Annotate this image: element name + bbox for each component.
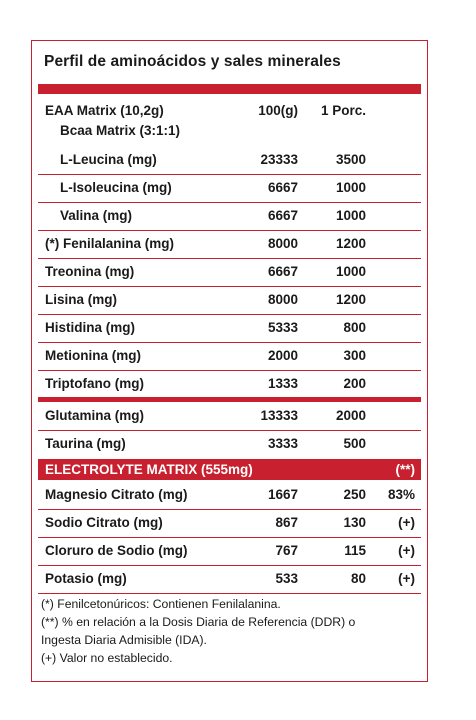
table-row	[38, 287, 421, 315]
table-row	[38, 510, 421, 538]
row-value-100g: 8000	[267, 236, 298, 251]
row-value-ddr: (+)	[398, 515, 415, 530]
footnotes	[41, 595, 355, 667]
row-value-ddr: (+)	[398, 571, 415, 586]
table-row	[38, 403, 421, 431]
row-value-portion: 80	[350, 571, 366, 586]
row-value-portion: 1000	[335, 180, 366, 195]
footnote-line: (+) Valor no establecido.	[41, 651, 173, 665]
nutrition-panel	[31, 40, 428, 682]
table-row	[38, 147, 421, 175]
row-value-portion: 1000	[335, 264, 366, 279]
row-value-portion: 1200	[335, 236, 366, 251]
row-value-100g: 767	[275, 543, 298, 558]
row-value-100g: 6667	[267, 264, 298, 279]
header-col-100g: 100(g)	[258, 103, 298, 118]
row-value-100g: 8000	[267, 292, 298, 307]
title-divider-bar	[38, 84, 421, 94]
row-name: L-Leucina (mg)	[60, 152, 157, 167]
electrolyte-matrix-mark: (**)	[395, 462, 415, 477]
row-value-100g: 6667	[267, 208, 298, 223]
table-row	[38, 175, 421, 203]
electrolyte-matrix-band	[38, 459, 421, 480]
row-value-portion: 1200	[335, 292, 366, 307]
row-value-portion: 200	[343, 376, 366, 391]
table-row	[38, 203, 421, 231]
section-divider-bar	[38, 397, 421, 402]
row-value-100g: 867	[275, 515, 298, 530]
row-value-100g: 5333	[267, 320, 298, 335]
row-name: Treonina (mg)	[45, 264, 135, 279]
row-name: Cloruro de Sodio (mg)	[45, 543, 188, 558]
row-name: (*) Fenilalanina (mg)	[45, 236, 175, 251]
row-value-portion: 1000	[335, 208, 366, 223]
table-row	[38, 231, 421, 259]
footnote-line: Ingesta Diaria Admisible (IDA).	[41, 633, 207, 647]
panel-title: Perfil de aminoácidos y sales minerales	[44, 53, 341, 70]
row-value-100g: 13333	[260, 408, 298, 423]
row-name: Potasio (mg)	[45, 571, 127, 586]
table-row	[38, 259, 421, 287]
table-row	[38, 371, 421, 398]
row-value-100g: 2000	[267, 348, 298, 363]
header-eaa-matrix: EAA Matrix (10,2g)	[45, 103, 164, 118]
row-name: L-Isoleucina (mg)	[60, 180, 172, 195]
electrolyte-matrix-label: ELECTROLYTE MATRIX (555mg)	[45, 462, 253, 477]
row-value-portion: 800	[343, 320, 366, 335]
row-value-100g: 1667	[267, 487, 298, 502]
row-name: Sodio Citrato (mg)	[45, 515, 163, 530]
row-value-portion: 2000	[335, 408, 366, 423]
table-row	[38, 431, 421, 458]
row-value-ddr: 83%	[387, 487, 415, 502]
row-value-100g: 533	[275, 571, 298, 586]
row-value-portion: 250	[343, 487, 366, 502]
table-row	[38, 538, 421, 566]
row-value-portion: 500	[343, 436, 366, 451]
footnote-line: (**) % en relación a la Dosis Diaria de Referencia (DDR) o	[41, 615, 356, 629]
row-value-100g: 3333	[267, 436, 298, 451]
row-name: Glutamina (mg)	[45, 408, 145, 423]
row-name: Metionina (mg)	[45, 348, 141, 363]
table-row	[38, 343, 421, 371]
row-name: Magnesio Citrato (mg)	[45, 487, 188, 502]
table-row	[38, 482, 421, 510]
footnote-line: (*) Fenilcetonúricos: Contienen Fenilalanina.	[41, 597, 281, 611]
table-row	[38, 566, 421, 594]
row-value-portion: 115	[344, 543, 366, 558]
header-col-portion: 1 Porc.	[320, 103, 366, 118]
row-value-portion: 3500	[335, 152, 366, 167]
row-value-portion: 130	[343, 515, 366, 530]
row-name: Taurina (mg)	[45, 436, 126, 451]
row-value-portion: 300	[343, 348, 366, 363]
bcaa-matrix-label: Bcaa Matrix (3:1:1)	[60, 123, 181, 138]
row-name: Lisina (mg)	[45, 292, 118, 307]
row-value-100g: 1333	[267, 376, 298, 391]
table-header	[38, 103, 421, 123]
row-value-100g: 6667	[267, 180, 298, 195]
row-value-ddr: (+)	[398, 543, 415, 558]
row-value-100g: 23333	[260, 152, 298, 167]
table-row	[38, 315, 421, 343]
row-name: Valina (mg)	[60, 208, 133, 223]
row-name: Triptofano (mg)	[45, 376, 144, 391]
row-name: Histidina (mg)	[45, 320, 135, 335]
